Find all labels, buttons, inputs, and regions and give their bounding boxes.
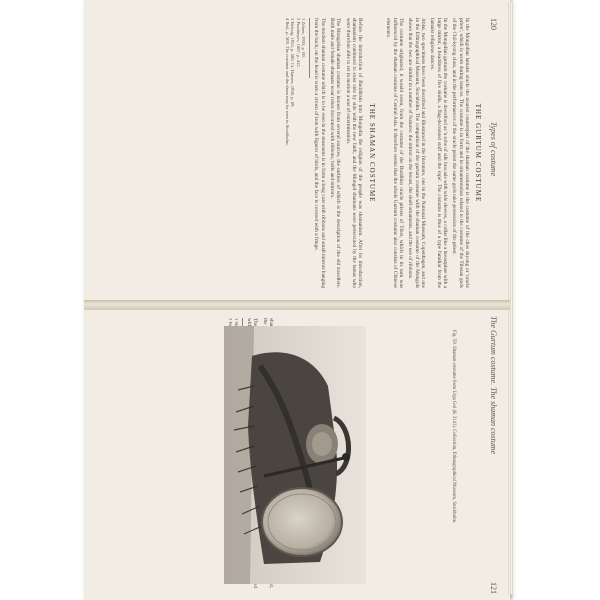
paragraph: Before the introduction of Buddhism into Mongolia the religion of the people was shamanism. After its introduction, shamanism continued to exist side by side with the new faith, and the Mongol shamans were persecuted by the lamas who were therefore able to set in motion a war of extermination.: [344, 18, 364, 288]
footnote: 1 Zöhrer, 1955, p. 69.: [301, 18, 307, 58]
section-title: THE GURTUM COSTUME: [474, 103, 483, 203]
left-page-text: [284, 18, 498, 288]
footnote: 4 Ibid., p. 509. The costume and the drum may be seen in Stockholm.: [284, 18, 290, 146]
section-title-2: THE SHAMAN COSTUME: [367, 103, 376, 203]
shaman-photograph: [224, 326, 366, 584]
paragraph: The modern shaman costume which is to be seen in the museums is in form a long coat with ribbons and small mirrors hanging from the back; on the head is worn a crown of iron with figures of birds, and the face is covered with a fringe.: [313, 18, 326, 288]
paragraph: The Mongolian shaman costume is known from several sources, the earliest of which is the description of the old travellers. Both male and female shamans wear robes decorated with ribbons, bells and mirrors.: [329, 18, 342, 288]
running-head: Types of costume: [489, 121, 498, 177]
paragraph: Ablai, two specimens have been described and illustrated in the literature, one in the National Museum, Copenhagen, and one in the Ethnographical Museum, Stockholm. The comparison of the gurtum costume with the shaman costume of the Mongols shows that the two are similar in a number of features: the mirror on the breast, the skull ornaments, and the use of ribbons.: [407, 18, 426, 288]
paragraph: In the Mongolian lamaist oracle the nearest counterpart of the shaman costume is the costume of the chos skyong or 'oracle priest', which is worn during trances. The costume is in form and in ornamentation related to the costume of the Tibetan gods of the Chö-kyong class, and in the performances of the oracle priest the same gods take possession of the priest.: [451, 18, 471, 288]
photo-caption: Fig. 59. Shaman costume from Urga Gol (K 3141). Collection, Ethnographical Museum, Stockholm.: [451, 330, 456, 524]
photo-caption-frame: [450, 330, 456, 580]
running-head: The Gurtum costume. The shaman costume: [489, 316, 498, 455]
left-page: [84, 8, 510, 298]
paragraph: In the Mongolian gurtum the costume is described as 'a robe of silk brocade with wide sleeves, a collar like a breastplate with a large mirror, a headdress of five skulls, a flag-decorated staff and the rope'. The costume is thus of a type familiar from the lamaist religious dances.: [429, 18, 448, 288]
footnote: 3 Heissig, 1953, p. 500. Cf. Hansen, 1950, p. 89.: [290, 18, 296, 108]
shaman-photo-image: [224, 326, 366, 584]
page-number: 121: [489, 582, 498, 594]
paragraph: The costume originated, it would seem, from the costume of the Buddhist oracle priests of Tibet, which in its turn was influenced by the shaman costume of Central Asia. It therefore seems that the whole Gurtum costume also consists of Chinese elements.: [385, 18, 404, 288]
page-number: 120: [489, 18, 498, 30]
right-page-header: [488, 316, 498, 594]
footnote-rule: [309, 18, 310, 78]
footnote: 2 Pozdneyev, 1887, p. 412.: [295, 18, 301, 68]
book-gutter: [84, 300, 510, 310]
